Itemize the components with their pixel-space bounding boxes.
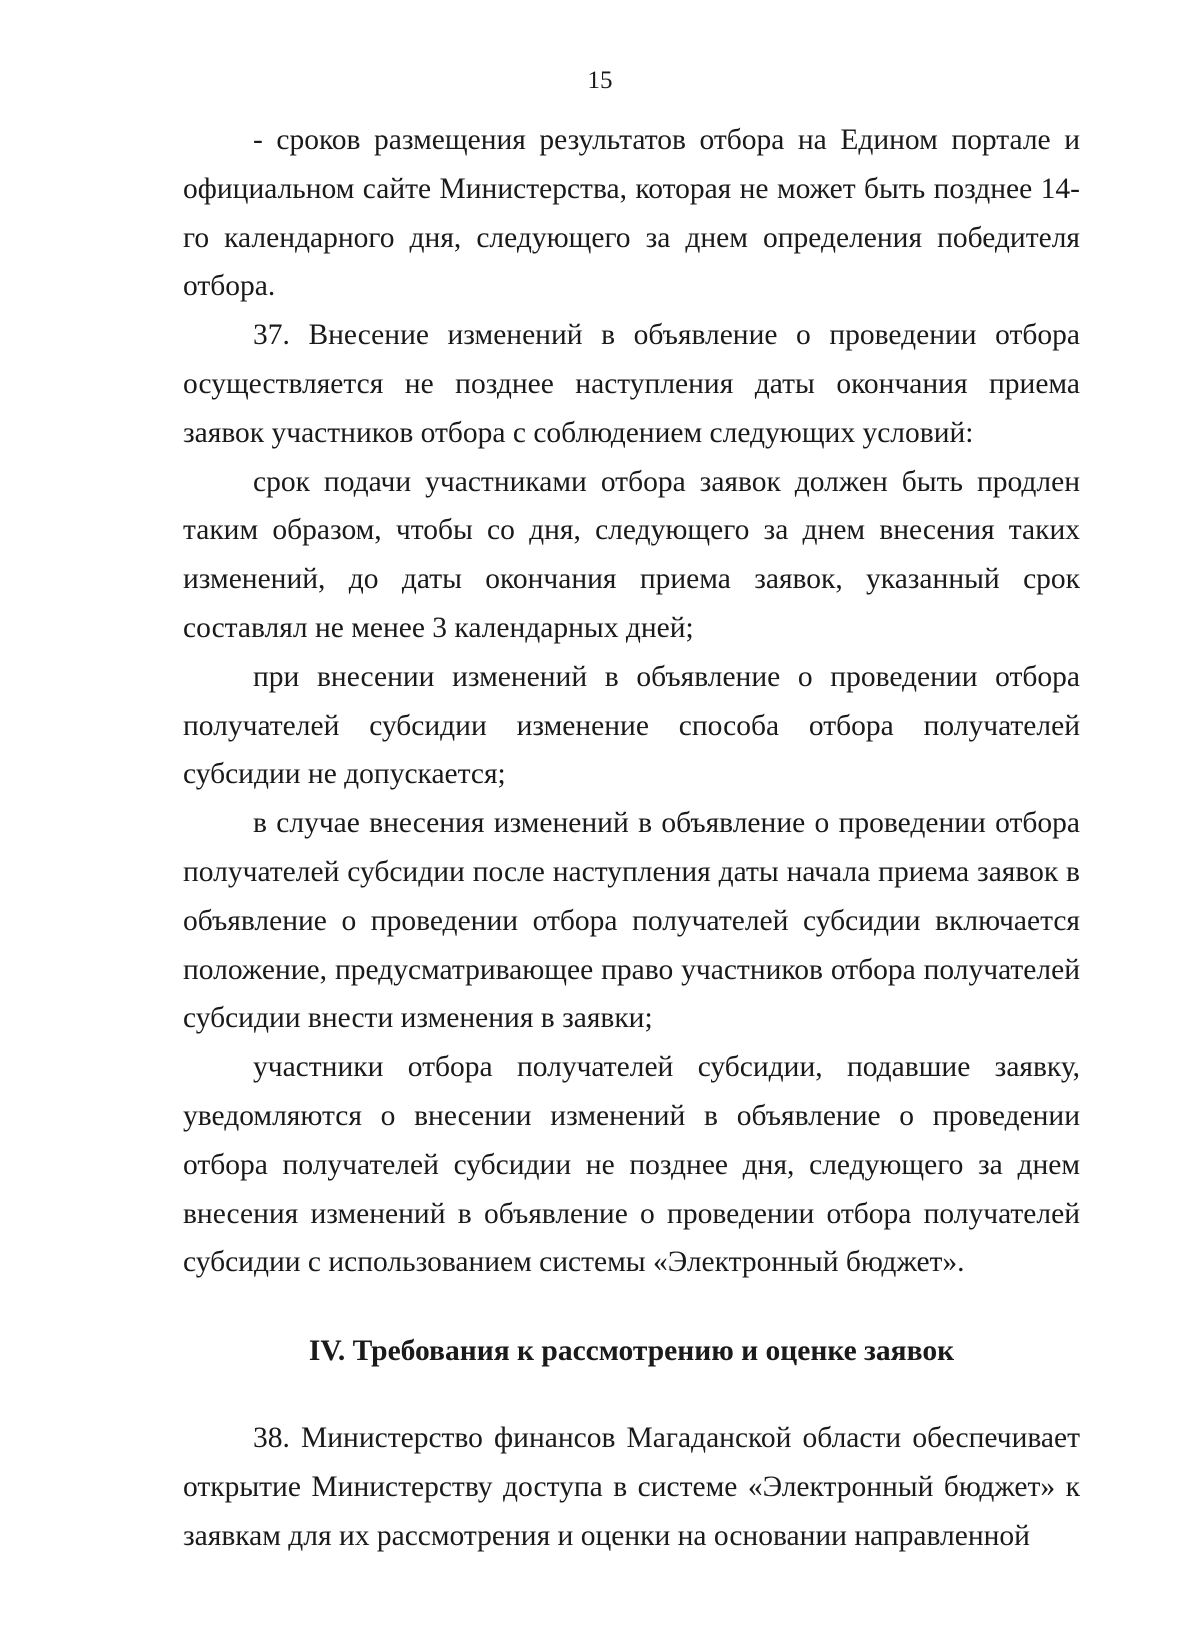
- paragraph-38: 38. Министерство финансов Магаданской области обеспечивает открытие Министерству доступа в системе «Электронный бюджет» к заявкам для их рассмотрения и оценки на основании направленной: [183, 1421, 1080, 1552]
- paragraph-37: 37. Внесение изменений в объявление о проведении отбора осуществляется не позднее наступления даты окончания приема заявок участников отбора с соблюдением следующих условий:: [183, 319, 1080, 449]
- section-heading: IV. Требования к рассмотрению и оценке заявок: [308, 1335, 955, 1368]
- paragraph-deadline-extension: срок подачи участниками отбора заявок должен быть продлен таким образом, чтобы со дня, следующего за днем внесения таких изменений, до даты окончания приема заявок, указанный срок составлял не менее 3 календарных дней;: [183, 465, 1080, 644]
- document-body: [183, 116, 1080, 1560]
- paragraph-application-changes: в случае внесения изменений в объявление о проведении отбора получателей субсидии после наступления даты начала приема заявок в объявление о проведении отбора получателей субсидии включается положение, предусматривающее право участников отбора получателей субсидии внести изменения в заявки;: [183, 807, 1080, 1035]
- page-number: 15: [587, 67, 613, 94]
- paragraph-result-placement-term: - сроков размещения результатов отбора на Едином портале и официальном сайте Министерства, которая не может быть позднее 14-го календарного дня, следующего за днем определения победителя отбора.: [183, 124, 1080, 303]
- paragraph-method-change: при внесении изменений в объявление о проведении отбора получателей субсидии изменение способа отбора получателей субсидии не допускается;: [183, 660, 1080, 791]
- paragraph-participant-notification: участники отбора получателей субсидии, подавшие заявку, уведомляются о внесении изменений в объявление о проведении отбора получателей субсидии не позднее дня, следующего за днем внесения изменений в объявление о проведении отбора получателей субсидии с использованием системы «Электронный бюджет».: [183, 1051, 1080, 1279]
